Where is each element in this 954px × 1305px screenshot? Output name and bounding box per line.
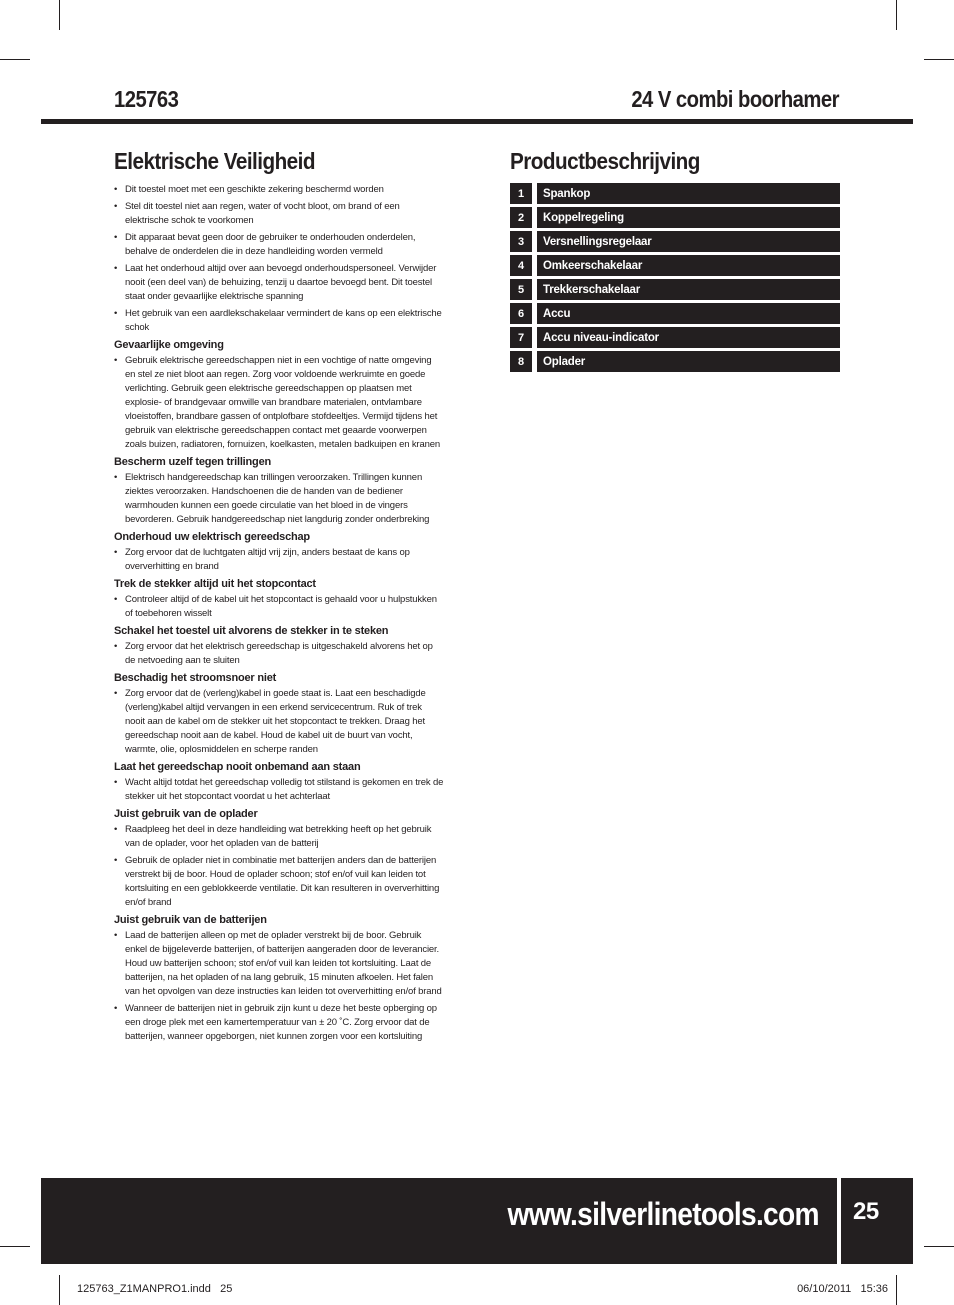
bullet-icon: • [114, 930, 118, 941]
list-item: • Zorg ervoor dat het elektrisch gereedschap is uitgeschakeld alvorens het op de netvoeding aan te sluiten [114, 641, 433, 666]
product-column [510, 148, 840, 375]
safety-column [114, 148, 444, 1047]
part-row [510, 303, 840, 324]
bullet-icon: • [114, 472, 118, 483]
list-item: • Dit toestel moet met een geschikte zekering beschermd worden [114, 184, 384, 195]
list-item: • Zorg ervoor dat de luchtgaten altijd vrij zijn, anders bestaat de kans op oververhitting en brand [114, 547, 410, 572]
part-number: 4 [510, 255, 532, 276]
section-heading: Juist gebruik van de oplader [114, 808, 258, 820]
list-item: • Wanneer de batterijen niet in gebruik zijn kunt u deze het beste opberging op een droge plek met een kamertemperatuur van ± 20 ˚C. Zorg ervoor dat de batterijen, wanneer opgeborgen, niet kunnen zorgen voor een kortsluiting [114, 1003, 437, 1042]
bullet-icon: • [114, 308, 118, 319]
section-heading: Schakel het toestel uit alvorens de stekker in te steken [114, 625, 389, 637]
crop-mark-bottom-left-h [0, 1246, 30, 1247]
part-row [510, 231, 840, 252]
part-number: 3 [510, 231, 532, 252]
crop-mark-bottom-left [59, 1275, 60, 1305]
list-item: • Het gebruik van een aardlekschakelaar vermindert de kans op een elektrische schok [114, 308, 442, 333]
section-heading: Juist gebruik van de batterijen [114, 914, 267, 926]
part-label: Accu niveau-indicator [537, 327, 840, 348]
part-row [510, 183, 840, 204]
part-number: 7 [510, 327, 532, 348]
part-number: 8 [510, 351, 532, 372]
list-item: • Zorg ervoor dat de (verleng)kabel in goede staat is. Laat een beschadigde (verleng)kabel altijd vervangen in een erkend servicecentrum. Ruk of trek nooit aan de kabel om de stekker uit het stopcontact te trekken. Draag het gereedschap nooit aan de kabel. Houd de kabel uit de buurt van vocht, warmte, olie, oplosmiddelen en scherpe randen [114, 688, 426, 755]
part-row [510, 327, 840, 348]
bullet-icon: • [114, 547, 118, 558]
list-item: • Dit apparaat bevat geen door de gebruiker te onderhouden onderdelen, behalve de onderdelen die in deze handleiding worden vermeld [114, 232, 416, 257]
list-item: • Gebruik elektrische gereedschappen niet in een vochtige of natte omgeving en stel ze niet bloot aan regen. Zorg voor voldoende werkruimte en goede verlichting. Gebruik geen elektrische gereedschappen op plaatsen met explosie- of brandgevaar omwille van brandbare materialen, ontvlambare vloeistoffen, brandbare gassen of ontplofbare stofdeeltjes. Vermijd tijdens het gebruik van elektrische gereedschappen contact met geaarde voorwerpen zoals buizen, radiatoren, fornuizen, koelkasten, metalen badkuipen en kranen [114, 355, 440, 450]
website-link[interactable]: www.silverlinetools.com [507, 1196, 819, 1232]
bullet-icon: • [114, 688, 118, 699]
crop-mark-top-left-h [0, 59, 30, 60]
list-item: • Controleer altijd of de kabel uit het stopcontact is gehaald voor u hulpstukken of toebehoren wisselt [114, 594, 437, 619]
list-item: • Laat het onderhoud altijd over aan bevoegd onderhoudspersoneel. Verwijder nooit (een deel van) de behuizing, tenzij u daartoe bevoegd bent. Dit toestel staat onder gevaarlijke elektrische spanning [114, 263, 437, 302]
list-item: • Stel dit toestel niet aan regen, water of vocht bloot, om brand of een elektrische schok te voorkomen [114, 201, 400, 226]
part-row [510, 279, 840, 300]
section-heading: Onderhoud uw elektrisch gereedschap [114, 531, 310, 543]
section-heading: Gevaarlijke omgeving [114, 339, 224, 351]
list-item: • Gebruik de oplader niet in combinatie met batterijen anders dan de batterijen verstrekt bij de boor. Houd de oplader schoon; stof en/of vuil kan leiden tot kortsluiting en een geblokkeerde ventilatie. Dit kan resulteren in oververhitting en/of brand [114, 855, 440, 908]
product-code: 125763 [114, 86, 179, 112]
product-description-title: Productbeschrijving [510, 148, 700, 174]
part-row [510, 351, 840, 372]
print-slug-file: 125763_Z1MANPRO1.indd 25 [77, 1283, 233, 1295]
page-number-box [841, 1178, 913, 1264]
part-label: Koppelregeling [537, 207, 840, 228]
bullet-icon: • [114, 1003, 118, 1014]
bullet-icon: • [114, 355, 118, 366]
part-number: 6 [510, 303, 532, 324]
part-label: Accu [537, 303, 840, 324]
part-number: 1 [510, 183, 532, 204]
list-item: • Wacht altijd totdat het gereedschap volledig tot stilstand is gekomen en trek de stekker uit het stopcontact voordat u het achterlaat [114, 777, 444, 802]
safety-title: Elektrische Veiligheid [114, 148, 315, 174]
crop-mark-top-left [59, 0, 60, 30]
bullet-icon: • [114, 201, 118, 212]
parts-list [510, 183, 840, 372]
part-row [510, 207, 840, 228]
crop-mark-bottom-right [896, 1275, 897, 1305]
section-heading: Bescherm uzelf tegen trillingen [114, 456, 272, 468]
bullet-icon: • [114, 184, 118, 195]
section-heading: Laat het gereedschap nooit onbemand aan staan [114, 761, 361, 773]
page-number: 25 [853, 1198, 879, 1225]
bullet-icon: • [114, 777, 118, 788]
list-item: • Laad de batterijen alleen op met de oplader verstrekt bij de boor. Gebruik enkel de bijgeleverde batterijen, of batterijen aangeraden door de leverancier. Houd uw batterijen schoon; stof en/of vuil kan leiden tot kortsluiting. Laat de batterijen, na het opladen of na lang gebruik, 15 minuten afkoelen. Het falen van het opvolgen van deze instructies kan leiden tot oververhitting en/of brand [114, 930, 442, 997]
bullet-icon: • [114, 824, 118, 835]
bullet-icon: • [114, 855, 118, 866]
product-title: 24 V combi boorhamer [631, 86, 839, 112]
bullet-icon: • [114, 641, 118, 652]
section-heading: Beschadig het stroomsnoer niet [114, 672, 277, 684]
header-rule [41, 119, 913, 124]
bullet-icon: • [114, 594, 118, 605]
section-heading: Trek de stekker altijd uit het stopcontact [114, 578, 316, 590]
list-item: • Raadpleeg het deel in deze handleiding wat betrekking heeft op het gebruik van de oplader, voor het opladen van de batterij [114, 824, 432, 849]
part-number: 5 [510, 279, 532, 300]
part-label: Versnellingsregelaar [537, 231, 840, 252]
part-label: Oplader [537, 351, 840, 372]
part-label: Omkeerschakelaar [537, 255, 840, 276]
list-item: • Elektrisch handgereedschap kan trillingen veroorzaken. Trillingen kunnen ziektes veroorzaken. Handschoenen die de handen van de bediener warmhouden kunnen een goede circulatie van het bloed in de vingers bevorderen. Gebruik handgereedschap niet langdurig zonder onderbreking [114, 472, 430, 525]
safety-intro-list [114, 183, 444, 335]
bullet-icon: • [114, 232, 118, 243]
crop-mark-top-right [896, 0, 897, 30]
part-row [510, 255, 840, 276]
bullet-icon: • [114, 263, 118, 274]
crop-mark-bottom-right-h [924, 1246, 954, 1247]
part-label: Trekkerschakelaar [537, 279, 840, 300]
footer-bar [41, 1178, 837, 1264]
part-label: Spankop [537, 183, 840, 204]
part-number: 2 [510, 207, 532, 228]
crop-mark-top-right-h [924, 59, 954, 60]
print-slug-datetime: 06/10/2011 15:36 [797, 1283, 888, 1295]
